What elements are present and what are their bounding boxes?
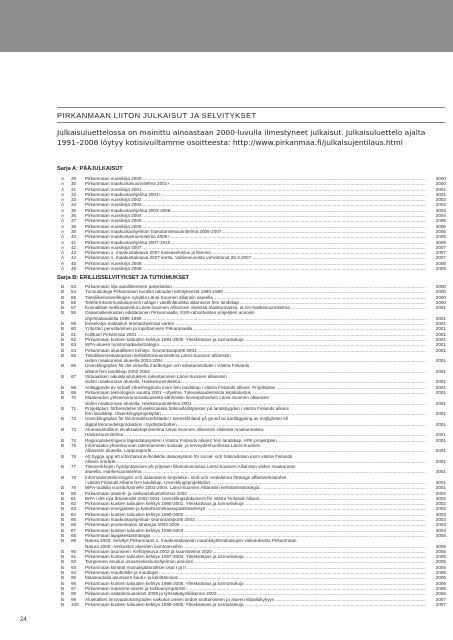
title-top-rule — [57, 107, 445, 108]
publication-year: 2001 — [435, 432, 446, 438]
publication-title: Pirkanmaan kuntien talouden kehitys 1995-2001. Yleiskatsaus ja tunnuslukuja ..... — [85, 501, 426, 506]
publication-title: Pirkanmaan puutuotealan strategia 2003-2006 ..... — [85, 522, 426, 527]
publication-number: 100 — [71, 601, 79, 607]
publication-title: Pirkanmaan kuntien talouden kehitys 1996-2002 ..... — [85, 512, 426, 517]
publication-title: Yritysten perustaminen ja lopettaminen Pirkanmaalla ..... — [85, 326, 426, 331]
publication-number: 63 — [71, 342, 77, 348]
publication-title: Pirkanmaan energiatase ja kasvihuonekaasupäästöselvitys ..... — [85, 506, 426, 511]
publication-number: 57 — [71, 305, 77, 311]
publication-year: 2001 — [435, 315, 446, 321]
series-letter: B — [61, 442, 65, 448]
publication-title: Kulttuuri Pirkanmaa 2001 ..... — [85, 332, 426, 337]
series-letter: B — [61, 527, 65, 533]
publication-title: ohjelmakaudella 1995-1999 ..... — [85, 316, 426, 321]
publication-year: 2001 — [435, 384, 446, 390]
publication-number: 33 — [71, 197, 77, 203]
publication-title: viiden maakunnan alueella 2002-2004 ..... — [85, 358, 426, 363]
publication-title: Pirkanmaan vuosikirja 2000 ..... — [85, 176, 426, 181]
publication-year: 2003 — [435, 517, 446, 523]
publication-year: 2000 — [435, 299, 446, 305]
publication-title: Aluekäitien innovaatiotoimijoiden vaikutus omien tiedon tuottamiseen ja alueen kilpailukykyyn ..... — [85, 597, 426, 602]
publication-year: 2005 — [435, 218, 446, 224]
publication-title: Pirkanmaan maakuntaohjelma 2003-2006 ..... — [85, 208, 426, 213]
publication-year: 2002 — [435, 197, 446, 203]
publication-year: 2005 — [435, 559, 446, 565]
publication-number: 93 — [71, 564, 77, 570]
publication-year: 2006 — [435, 575, 446, 581]
publication-number: 69 — [71, 389, 77, 395]
series-letter: A — [61, 176, 65, 181]
series-letter: B — [61, 405, 65, 411]
publication-year: 2003 — [435, 511, 446, 517]
publication-number: 38 — [71, 223, 77, 229]
series-letter: A — [61, 197, 65, 203]
publication-number: 80 — [71, 490, 77, 496]
series-letter: B — [61, 517, 65, 523]
publication-number: 85 — [71, 517, 77, 523]
publication-title: Pirkanmaan vuosikirja 2008 ..... — [85, 261, 426, 266]
publication-number: 97 — [71, 585, 77, 591]
publication-number: 37 — [71, 218, 77, 224]
publication-title: Pirkanmaan vuosikirja 2003 ..... — [85, 202, 426, 207]
publication-year: 2001 — [435, 421, 446, 427]
header-band — [0, 0, 453, 52]
publication-year: 2001 — [435, 389, 446, 395]
publication-year: 2002 — [435, 501, 446, 507]
publication-title: Virtuaalisen aikuiskoulutuksen rakentaminen Länsi-Suomen allianssin — [85, 374, 227, 380]
publication-number: 96 — [71, 580, 77, 586]
publication-number: 36 — [71, 213, 77, 219]
publication-title: Pirkanmaan asiointi- ja vaikutusaluetutkimus 2002 ..... — [85, 491, 426, 496]
series-letter: A — [61, 218, 65, 224]
series-letter: B — [61, 299, 65, 305]
publication-year: 2005 — [435, 234, 446, 240]
series-letter: B — [61, 464, 65, 470]
title-bottom-rule — [57, 122, 445, 123]
publication-number: 84 — [71, 511, 77, 517]
publication-title: Allians område ..... — [85, 459, 426, 464]
publication-year: 2001 — [435, 331, 446, 337]
publication-year: 2005 — [435, 548, 446, 554]
publication-year: 2007 — [435, 596, 446, 602]
publication-number: 62 — [71, 336, 77, 342]
publication-year: 2001 — [435, 411, 446, 417]
series-letter: B — [61, 506, 65, 512]
publication-title: fem landskap. Utvecklingsprojektplan ..... — [85, 411, 426, 416]
publication-title: Pirkanmaan kuntien talouden kehitys 1994-2000. Yleiskatsaus ja tunnuslukuja ..... — [85, 337, 426, 342]
publication-title: Pirkanmaan kuntien talouden kehitys 1996-2003 ..... — [85, 528, 426, 533]
series-letter: B — [61, 374, 65, 380]
series-letter: B — [61, 427, 65, 433]
publication-title: Hankesuunnitelma ..... — [85, 432, 426, 437]
publication-number: 81 — [71, 495, 77, 501]
series-letter: A — [61, 181, 65, 187]
series-letter: A — [61, 186, 65, 192]
series-letter: B — [61, 522, 65, 528]
publication-year: 2001 — [435, 326, 446, 332]
publication-number: 75 — [71, 442, 77, 448]
publication-title: Pirkanmaan maakuntasuunnitelma 2001+ ..... — [85, 181, 426, 186]
series-letter: B — [61, 416, 65, 422]
series-letter: A — [61, 260, 65, 266]
publication-number: 46 — [71, 266, 77, 272]
publication-title: Pirkanmaan vuosikirja 2007 ..... — [85, 245, 426, 250]
publication-title: i västra Finlands Allians fem landskap. Utvecklingsprojektplan ..... — [85, 480, 426, 485]
series-letter: B — [61, 575, 65, 581]
series-letter: B — [61, 453, 65, 459]
publication-number: 90 — [71, 548, 77, 554]
publication-title: Pirkanmaan vuosikirja 2006 ..... — [85, 224, 426, 229]
publication-number: 53 — [71, 284, 77, 289]
series-letter: B — [61, 538, 65, 544]
series-letter: A — [61, 255, 65, 261]
series-letter: B — [61, 389, 65, 395]
publication-title: Pirkanmaan kiinteät muinaisjäännökset osat I ja II ..... — [85, 565, 426, 570]
publication-year: 2004 — [435, 527, 446, 533]
publication-year: 2003 — [435, 202, 446, 208]
series-letter: B — [61, 336, 65, 342]
publication-title: Teleformkommunikationens nuläge i västfinländska alliansens fem landskap ..... — [85, 300, 426, 305]
series-letter: B — [61, 352, 65, 358]
series-letter: B — [61, 559, 65, 565]
publication-year: 2007 — [435, 601, 446, 607]
publication-number: 92 — [71, 559, 77, 565]
publication-year: 2005 — [435, 554, 446, 560]
publication-title: alueella. Hankesuunnitelma ..... — [85, 469, 426, 474]
series-letter: B — [61, 554, 65, 560]
publication-number: 70 — [71, 395, 77, 401]
publication-year: 2008 — [435, 260, 446, 266]
publication-number: 65 — [71, 352, 77, 358]
publication-title: Osaamiskeskusten edistäminen Pirkanmaalla, ESR-rahoitteisten projektien arviointi — [85, 310, 255, 316]
section-a-title: Sarja A: PÄÄJULKAISUT — [57, 166, 123, 172]
series-letter: B — [61, 490, 65, 496]
publication-title: Pirkanmaan vuosikirja 2009 ..... — [85, 266, 426, 271]
section-b-title: Sarja B: ERILLISSELVITYKSET JA TUTKIMUKSET — [57, 275, 190, 281]
publication-number: 30 — [71, 181, 77, 187]
publication-number: 95 — [71, 575, 77, 581]
publication-title: Maaseudulla asuminen kautu- ja kehittäminen ..... — [85, 575, 426, 580]
publication-year: 2001 — [435, 469, 446, 475]
publication-number: 73 — [71, 427, 77, 433]
publication-title: Utvecklingsplan för läromedelsverkstäder i svenskfinland på grund av kartläggning av möjligheter till — [85, 416, 288, 422]
series-letter: A — [61, 223, 65, 229]
publication-title: Tietoverkkojen hyödyntäminen pk-yritysten liiketoiminnassa Länsi-Suomen Allianssin viiden maakunnan — [85, 464, 296, 470]
publication-year: 2001 — [435, 479, 446, 485]
publication-year: 2006 — [435, 570, 446, 576]
publication-title: Projektplan: förberedelse till elektroniska hälsovårdstjänster på landsbygden i västra Finlands allians — [85, 405, 289, 411]
publication-year: 2009 — [435, 266, 446, 272]
publication-number: 88 — [71, 532, 77, 538]
publication-title: viiden maakunnan alueella. Hankesuunnitelma 2001 ..... — [85, 401, 426, 406]
publication-year: 2001 — [435, 305, 446, 311]
publication-year: 2007 — [435, 244, 446, 250]
publication-number: 60 — [71, 326, 77, 332]
series-letter: B — [61, 532, 65, 538]
publication-title: Pirkanmaan kuntien talouden kehitys 1999-2006. Yleiskatsaus ja tunnuslukuja ..... — [85, 602, 426, 607]
publication-year: 2000 — [435, 176, 446, 181]
series-letter: B — [61, 321, 65, 327]
publication-year: 2005 — [435, 564, 446, 570]
publication-year: 2001 — [435, 191, 446, 197]
publication-year: 2001 — [435, 321, 446, 327]
publication-number: 78 — [71, 474, 77, 480]
series-letter: B — [61, 564, 65, 570]
series-letter: B — [61, 474, 65, 480]
series-letter: B — [61, 501, 65, 507]
publication-number: 66 — [71, 363, 77, 369]
publication-title: Natura 2000. Selvitys Pirkanmaan 1. maakuntakaavan maankäyttöratkaisujen vaikutuksista Pirkanmaan — [85, 538, 297, 544]
publication-number: 34 — [71, 202, 77, 208]
publication-number: 61 — [71, 331, 77, 337]
series-letter: B — [61, 294, 65, 300]
publication-title: Allianssin alueella. Loppuraportti ..... — [85, 448, 426, 453]
publication-year: 2006 — [435, 239, 446, 245]
publication-year: 2005 — [435, 532, 446, 538]
publication-title: WFA i det nya årtusendet 2002-2004. Utvecklingsdokument för västra Finlands Allians ..... — [85, 496, 426, 501]
publication-number: 40 — [71, 234, 77, 240]
publication-title: Pirkanmaan maiseme-alueet ja kulttuuriympäristö ..... — [85, 586, 426, 591]
publication-year: 2002 — [435, 506, 446, 512]
series-letter: A — [61, 239, 65, 245]
publication-year: 2001 — [435, 437, 446, 443]
publication-number: 64 — [71, 347, 77, 353]
publication-number: 43 — [71, 250, 77, 256]
publication-year: 2006 — [435, 585, 446, 591]
publication-number: 41 — [71, 239, 77, 245]
publication-year: 2005 — [435, 543, 446, 549]
series-letter: B — [61, 601, 65, 607]
publication-title: Pirkanmaan vuosikirja 2002 ..... — [85, 197, 426, 202]
publication-title: Pirkanmaan teknologisin suunta 2001 –ohjelma. Tulevaisuudestoista kirjakalustus ..... — [85, 390, 426, 395]
publication-number: 29 — [71, 176, 77, 181]
series-letter: A — [61, 250, 65, 256]
publication-year: 2000 — [435, 284, 446, 289]
publication-number: 58 — [71, 310, 77, 316]
publication-title: Informationsteknologins och datanätens betydelse i små och medelstora företags affärsverksamhet — [85, 474, 287, 480]
publication-number: 39 — [71, 228, 77, 234]
series-letter: B — [61, 331, 65, 337]
publication-number: 79 — [71, 485, 77, 491]
publication-title: Regionplaneringens lägesdatasystem i Västra Finlands Allians' fem landskap. APK-projektplan ..... — [85, 438, 426, 443]
publication-title: allians fem landskap 2002-2004 ..... — [85, 369, 426, 374]
publication-title: Att bygga upp ett informations-/kollektiv dataosystem för social- och hälsovården inom västra Finlands — [85, 453, 293, 459]
publication-title: Alueasuntoiliiton elvaksialetoproteelma Länsi-Suomen allianssin viidessä maakunnassa. — [85, 427, 265, 433]
series-letter: B — [61, 548, 65, 554]
publication-year: 2001 — [435, 342, 446, 348]
publication-year: 2003 — [435, 522, 446, 528]
publication-title: Pirkanmaan maakuntasuunnitelma 2005+ ..... — [85, 234, 426, 239]
publication-title: Utvecklingsplan för det virtuella medborgar och arbetarinstitutet i Västra Finlands — [85, 363, 250, 369]
publication-year: 2001 — [435, 347, 446, 353]
publication-title: Pirkanmaan 1. maakuntakaava 2007 kaavaselostus ja liiteosa ..... — [85, 250, 426, 255]
series-letter: B — [61, 284, 65, 289]
series-letter: B — [61, 511, 65, 517]
series-letter: B — [61, 395, 65, 401]
publication-year: 2002 — [435, 495, 446, 501]
publication-number: 56 — [71, 299, 77, 305]
publication-title: Pirkanmaan maakuntaohjelma 2007-2010 ..... — [85, 240, 426, 245]
publication-year: 2000 — [435, 294, 446, 300]
publication-title: Pirkanmaan kuntien talouden kehitys 1998-2005. Yleiskatsaus ja tunnuslukuja ..... — [85, 581, 426, 586]
series-letter: B — [61, 580, 65, 586]
series-letter: B — [61, 384, 65, 390]
publication-title: Esiselvitys matkailun teemaohjelmaa varten ..... — [85, 321, 426, 326]
series-letter: A — [61, 213, 65, 219]
series-letter: B — [61, 495, 65, 501]
publication-title: Pirkanmaan lajajakestastrategia ..... — [85, 533, 426, 538]
publication-number: 99 — [71, 596, 77, 602]
publication-number: 91 — [71, 554, 77, 560]
series-letter: A — [61, 266, 65, 272]
page-number: 24 — [20, 617, 27, 623]
publication-number: 68 — [71, 384, 77, 390]
publication-year: 2000 — [435, 181, 446, 187]
publication-title: Tunnuslukuja Pirkanmaan kuntien talouden kehityksestä 1993-1999 ..... — [85, 289, 426, 294]
publication-year: 2000 — [435, 289, 446, 295]
publication-title: Pirkanmaan vuosikirja 2005 ..... — [85, 218, 426, 223]
publication-year: 2007 — [435, 250, 446, 256]
publication-title: Pirkanmaan 1. maakuntakaava 2007 kartta. Valtioneuvosto vahvistanut 29.3.2007 ..... — [85, 255, 426, 260]
publication-title: Pirkanmaan aluealliteen kehitys. Seurantaraportti 2001 ..... — [85, 348, 426, 353]
series-letter: B — [61, 591, 65, 597]
publication-title: WFA-alueen luontomatkailustrategia ..... — [85, 342, 426, 347]
series-letter: A — [61, 244, 65, 250]
publication-number: 55 — [71, 294, 77, 300]
series-letter: B — [61, 485, 65, 491]
publication-title: viiden maakunnan alueella. Hankesuunnitelma ..... — [85, 379, 426, 384]
publication-number: 44 — [71, 255, 77, 261]
publication-title: Natura 2000 –verkoston alueiden luontoarvoihin ..... — [85, 544, 426, 549]
publication-title: Informaatio-yhteiskunnan rakentaminen sosiaali- ja terveydenhuollossa Länsi-Suomen — [85, 442, 261, 448]
series-letter: B — [61, 310, 65, 316]
series-letter: B — [61, 347, 65, 353]
series-letter: B — [61, 363, 65, 369]
publication-title: Tampereen seudun osaamiskeskusohjelman arviointi ..... — [85, 559, 426, 564]
publication-number: 94 — [71, 570, 77, 576]
publication-year: 2004 — [435, 213, 446, 219]
publication-year: 2006 — [435, 580, 446, 586]
publication-number: 87 — [71, 527, 77, 533]
publication-number: 32 — [71, 191, 77, 197]
publication-title: Pirkanmaan valtatiemuutokset 2005 ja työssäkäyntiliikenne 2003 ..... — [85, 591, 426, 596]
publication-number: 82 — [71, 501, 77, 507]
publication-number: 35 — [71, 207, 77, 213]
publication-row — [61, 266, 446, 271]
publication-title: Anläggande av virtuell vrkeshögskola inom fem landskap i västra Finlands allians. Projektplan ..... — [85, 385, 426, 390]
series-letter: B — [61, 305, 65, 311]
publication-number: 86 — [71, 522, 77, 528]
publication-year: 2006 — [435, 223, 446, 229]
publication-year: 2006 — [435, 591, 446, 597]
publication-title: Pirkanmaan maakuntaohjelman toteuttamissuunnitelma 2006-2007 ..... — [85, 229, 426, 234]
publication-title: Maaseudun yhteisöviranomaisuusesta sähköisiin tievenpohvelutn Länsi-Suomen allianssin — [85, 395, 270, 401]
publication-title: Pirkanmaan vuosikirja 2004 ..... — [85, 213, 426, 218]
series-letter: A — [61, 191, 65, 197]
publication-number: 59 — [71, 321, 77, 327]
publication-year: 2003 — [435, 207, 446, 213]
publication-year: 2001 — [435, 368, 446, 374]
series-letter: B — [61, 570, 65, 576]
publication-year: 2001 — [435, 400, 446, 406]
publication-year: 2002 — [435, 490, 446, 496]
publication-title: Tietoliikennealasopston kehittämissuunnitelma Länsi-Suomen allianssin — [85, 352, 231, 358]
publication-title: Pirkanmaan kuntien talouden kehitys 1997-2004. Yleiskatsaus ja tunnuslukuja ..... — [85, 554, 426, 559]
publication-year: 2001 — [435, 336, 446, 342]
publication-number: 67 — [71, 374, 77, 380]
publication-number: 72 — [71, 416, 77, 422]
publication-title: Pirkanmaan muuttoliike ja muuttajat ..... — [85, 570, 426, 575]
publication-row — [61, 602, 446, 607]
publication-number: 45 — [71, 260, 77, 266]
publication-number: 54 — [71, 289, 77, 295]
publication-number: 77 — [71, 464, 77, 470]
publication-year: 2001 — [435, 458, 446, 464]
series-a-list — [61, 176, 446, 271]
series-letter: B — [61, 342, 65, 348]
publication-number: 76 — [71, 453, 77, 459]
publication-title: Tietoliikenneverkkojen nykytila Länsi-Suomen alliansin alueella ..... — [85, 295, 426, 300]
publication-title: Pirkanmaan liija-autoliikenteen palvelutaso ..... — [85, 284, 426, 289]
publication-number: 98 — [71, 591, 77, 597]
series-b-list — [61, 284, 446, 607]
series-letter: B — [61, 596, 65, 602]
publication-year: 2007 — [435, 255, 446, 261]
publication-year: 2001 — [435, 358, 446, 364]
publication-number: 74 — [71, 437, 77, 443]
publication-year: 2001 — [435, 485, 446, 491]
publication-year: 2001 — [435, 379, 446, 385]
page-title: PIRKANMAAN LIITON JULKAISUT JA SELVITYKSET — [57, 111, 257, 120]
intro-text: Julkaisuluettelossa on mainittu ainoastaan 2000-luvulla ilmestyneet julkaisut. Julkaisuluettelo ajalta 1991–2008 löytyy kotisivuiltamme osoitteesta: http://www.pirkanmaa.fi/julkaisujentilaus.html — [57, 128, 426, 147]
series-letter: B — [61, 437, 65, 443]
publication-title: Pirkanmaan maakuntaohjelma 2001+ ..... — [85, 192, 426, 197]
publication-number: 83 — [71, 506, 77, 512]
publication-number: 31 — [71, 186, 77, 192]
publication-title: Pirkanmaan maakuntaohjelman seurantaraportti 2003 ..... — [85, 517, 426, 522]
series-letter: A — [61, 234, 65, 240]
publication-year: 2001 — [435, 186, 446, 192]
publication-number: 71 — [71, 405, 77, 411]
publication-number: 42 — [71, 244, 77, 250]
series-letter: A — [61, 202, 65, 208]
publication-number: 89 — [71, 538, 77, 544]
publication-year: 2005 — [435, 228, 446, 234]
publication-title: Pirkanmaan vuosikirja 2001 ..... — [85, 187, 426, 192]
series-letter: B — [61, 326, 65, 332]
series-letter: B — [61, 289, 65, 295]
series-letter: A — [61, 207, 65, 213]
publication-title: Pirkanmaan asuminen. Kehityskuva 2002 ja suunnitelma 2020 ..... — [85, 549, 426, 554]
series-letter: A — [61, 228, 65, 234]
publication-title: WFA-uutisila vuosituhannelle 2001-2004. Länsi-Suomen Allianssin kehittämisstrategia ..... — [85, 485, 426, 490]
publication-title: digital läromedelsproduktion i Sydösterbotten ..... — [85, 422, 426, 427]
publication-year: 2001 — [435, 448, 446, 454]
publication-title: Kunnalliset verkkopalvelut Länsi-Suomen Allianssin viidessä maakunnassa, eLSA-hankesuunnitelma ..... — [85, 305, 426, 310]
series-letter: B — [61, 585, 65, 591]
